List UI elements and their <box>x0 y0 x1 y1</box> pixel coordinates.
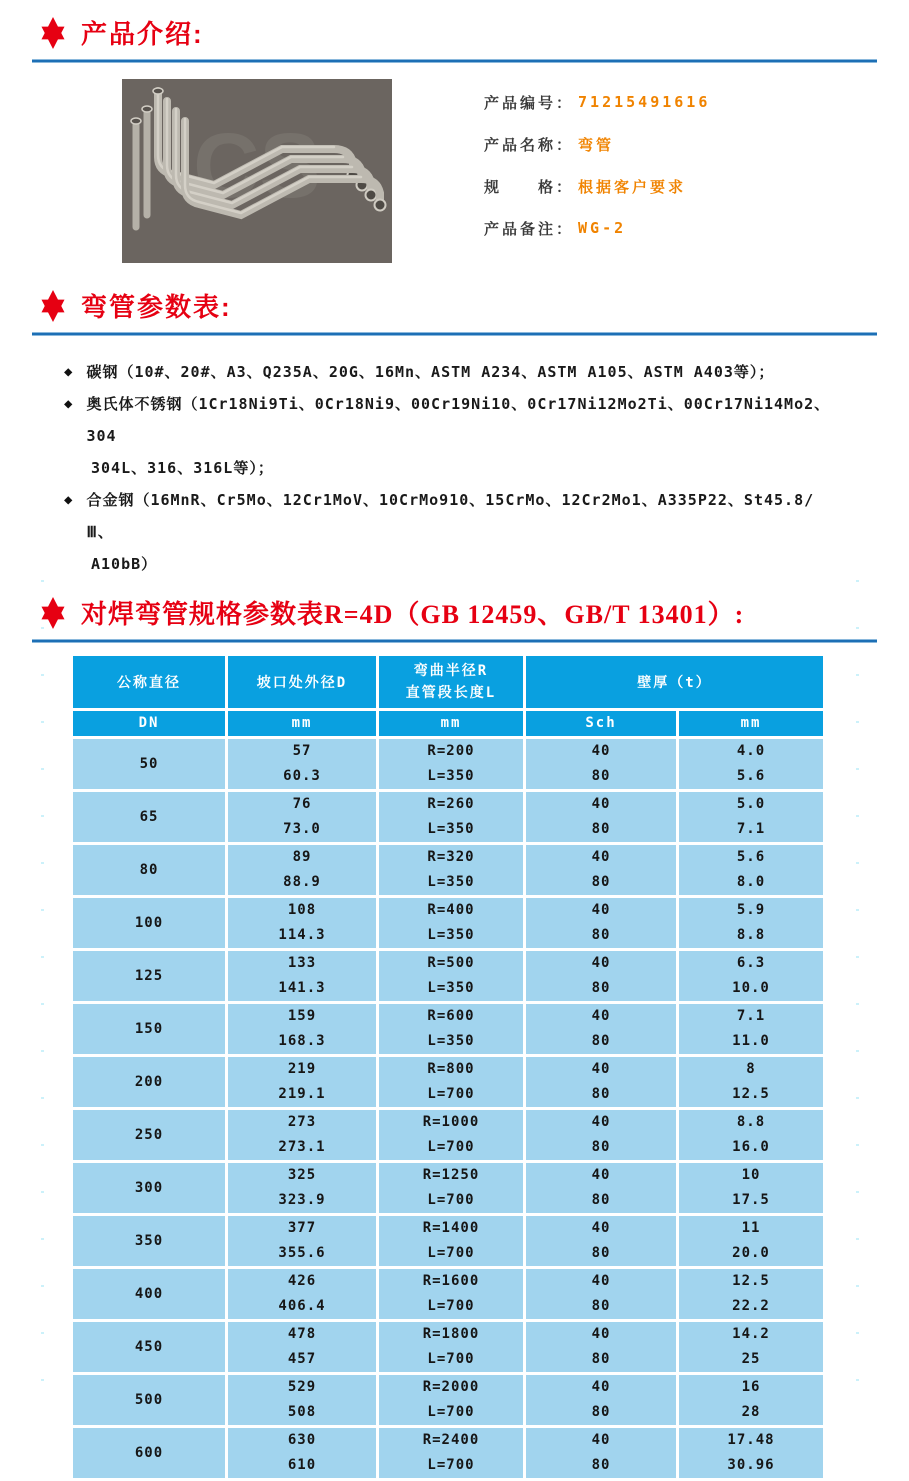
blue-divider <box>32 59 877 63</box>
section-header-intro <box>38 14 909 51</box>
cell-sch: 40 80 <box>526 1428 676 1478</box>
cell-dn: 80 <box>73 845 225 895</box>
cell-rl: R=1400 L=700 <box>379 1216 523 1266</box>
spec-table-row <box>73 739 823 789</box>
material-item-line <box>64 356 839 388</box>
header-outer-diameter: 坡口处外径D <box>228 656 376 708</box>
field-label: 产品编号： <box>484 93 575 112</box>
cell-dn: 200 <box>73 1057 225 1107</box>
cell-rl: R=2400 L=700 <box>379 1428 523 1478</box>
cell-wt: 8.8 16.0 <box>679 1110 823 1160</box>
material-item-line <box>64 548 839 580</box>
field-value: 根据客户要求 <box>578 177 687 196</box>
unit-rl-mm: mm <box>379 711 523 736</box>
field-product-name <box>484 123 710 165</box>
unit-dn: DN <box>73 711 225 736</box>
cell-rl: R=260 L=350 <box>379 792 523 842</box>
cell-sch: 40 80 <box>526 1322 676 1372</box>
field-value: WG-2 <box>578 219 627 237</box>
field-value: 71215491616 <box>578 93 711 111</box>
cell-rl: R=2000 L=700 <box>379 1375 523 1425</box>
cell-dn: 500 <box>73 1375 225 1425</box>
cell-rl: R=500 L=350 <box>379 951 523 1001</box>
unit-wt-mm: mm <box>679 711 823 736</box>
spec-table-row <box>73 845 823 895</box>
cell-rl: R=200 L=350 <box>379 739 523 789</box>
cell-od: 89 88.9 <box>228 845 376 895</box>
cell-wt: 6.3 10.0 <box>679 951 823 1001</box>
cell-sch: 40 80 <box>526 1269 676 1319</box>
cell-wt: 16 28 <box>679 1375 823 1425</box>
cell-rl: R=320 L=350 <box>379 845 523 895</box>
spec-table-row <box>73 1004 823 1054</box>
cell-sch: 40 80 <box>526 898 676 948</box>
cell-rl: R=1600 L=700 <box>379 1269 523 1319</box>
cell-rl: R=400 L=350 <box>379 898 523 948</box>
diamond-bullet-icon: ◆ <box>64 364 74 380</box>
materials-list <box>64 356 839 580</box>
cell-rl: R=600 L=350 <box>379 1004 523 1054</box>
field-value: 弯管 <box>578 135 615 154</box>
cell-od: 57 60.3 <box>228 739 376 789</box>
field-label: 产品名称： <box>484 135 575 154</box>
cell-od: 76 73.0 <box>228 792 376 842</box>
star-icon <box>38 290 68 322</box>
diamond-bullet-icon: ◆ <box>64 492 74 508</box>
cell-sch: 40 80 <box>526 1375 676 1425</box>
spec-table-body <box>73 739 823 1478</box>
bent-pipes-illustration <box>122 79 392 263</box>
product-fields <box>484 79 710 263</box>
header-nominal-diameter: 公称直径 <box>73 656 225 708</box>
cell-rl: R=1800 L=700 <box>379 1322 523 1372</box>
spec-table-row <box>73 1057 823 1107</box>
cell-od: 108 114.3 <box>228 898 376 948</box>
cell-od: 219 219.1 <box>228 1057 376 1107</box>
cell-od: 630 610 <box>228 1428 376 1478</box>
cell-dn: 50 <box>73 739 225 789</box>
blue-divider <box>32 332 877 336</box>
cell-dn: 450 <box>73 1322 225 1372</box>
cell-wt: 14.2 25 <box>679 1322 823 1372</box>
cell-od: 159 168.3 <box>228 1004 376 1054</box>
section-header-params <box>38 287 909 324</box>
spec-table-row <box>73 1269 823 1319</box>
cell-dn: 250 <box>73 1110 225 1160</box>
material-text: A10bB） <box>91 555 158 573</box>
spec-table-row <box>73 1163 823 1213</box>
cell-od: 426 406.4 <box>228 1269 376 1319</box>
material-text: 碳钢（10#、20#、A3、Q235A、20G、16Mn、ASTM A234、ASTM A105、ASTM A403等）； <box>86 363 775 381</box>
product-photo <box>122 79 392 263</box>
cell-od: 529 508 <box>228 1375 376 1425</box>
spec-table-row <box>73 1428 823 1478</box>
material-item-line <box>64 388 839 452</box>
cell-dn: 125 <box>73 951 225 1001</box>
material-item-line <box>64 484 839 548</box>
cell-wt: 12.5 22.2 <box>679 1269 823 1319</box>
blue-divider <box>32 639 877 643</box>
cell-od: 273 273.1 <box>228 1110 376 1160</box>
cell-dn: 100 <box>73 898 225 948</box>
field-product-code <box>484 81 710 123</box>
cell-wt: 4.0 5.6 <box>679 739 823 789</box>
material-text: 304L、316、316L等）； <box>91 459 274 477</box>
field-label: 规 格： <box>484 177 575 196</box>
cell-sch: 40 80 <box>526 845 676 895</box>
section-header-spec <box>38 594 909 631</box>
unit-od-mm: mm <box>228 711 376 736</box>
photo-watermark: CS <box>193 115 321 217</box>
cell-wt: 5.6 8.0 <box>679 845 823 895</box>
header-radius-length <box>379 656 523 708</box>
spec-table-row <box>73 951 823 1001</box>
spec-table-row <box>73 1322 823 1372</box>
field-remark <box>484 207 710 249</box>
cell-sch: 40 80 <box>526 1216 676 1266</box>
spec-table-row <box>73 1216 823 1266</box>
product-intro-block <box>122 79 909 263</box>
material-text: 奥氏体不锈钢（1Cr18Ni9Ti、0Cr18Ni9、00Cr19Ni10、0Cr17Ni12Mo2Ti、00Cr17Ni14Mo2、304 <box>86 395 831 445</box>
cell-od: 133 141.3 <box>228 951 376 1001</box>
star-icon <box>38 17 68 49</box>
field-spec <box>484 165 710 207</box>
cell-sch: 40 80 <box>526 1004 676 1054</box>
cell-sch: 40 80 <box>526 792 676 842</box>
section-title: 弯管参数表: <box>81 292 232 322</box>
cell-wt: 11 20.0 <box>679 1216 823 1266</box>
cell-wt: 17.48 30.96 <box>679 1428 823 1478</box>
cell-rl: R=1000 L=700 <box>379 1110 523 1160</box>
spec-table-row <box>73 792 823 842</box>
cell-sch: 40 80 <box>526 1163 676 1213</box>
cell-dn: 350 <box>73 1216 225 1266</box>
header-wall-thickness: 壁厚（t） <box>526 656 823 708</box>
spec-table <box>70 653 826 1481</box>
spec-table-head <box>73 656 823 736</box>
cell-od: 478 457 <box>228 1322 376 1372</box>
cell-dn: 600 <box>73 1428 225 1478</box>
field-label: 产品备注： <box>484 219 575 238</box>
section-title: 产品介绍: <box>81 19 204 49</box>
cell-sch: 40 80 <box>526 951 676 1001</box>
star-icon <box>38 597 68 629</box>
cell-wt: 5.9 8.8 <box>679 898 823 948</box>
unit-sch: Sch <box>526 711 676 736</box>
material-item-line <box>64 452 839 484</box>
spec-table-row <box>73 898 823 948</box>
spec-table-row <box>73 1110 823 1160</box>
cell-dn: 400 <box>73 1269 225 1319</box>
cell-sch: 40 80 <box>526 1057 676 1107</box>
header-straight-length: 直管段长度L <box>405 685 497 701</box>
cell-od: 377 355.6 <box>228 1216 376 1266</box>
cell-dn: 300 <box>73 1163 225 1213</box>
watermark-dots-left <box>41 580 44 1392</box>
spec-table-row <box>73 1375 823 1425</box>
header-bend-radius: 弯曲半径R <box>413 663 489 679</box>
cell-rl: R=800 L=700 <box>379 1057 523 1107</box>
diamond-bullet-icon: ◆ <box>64 396 74 412</box>
material-text: 合金钢（16MnR、Cr5Mo、12Cr1MoV、10CrMo910、15CrMo、12Cr2Mo1、A335P22、St45.8/Ⅲ、 <box>86 491 815 541</box>
cell-wt: 8 12.5 <box>679 1057 823 1107</box>
cell-wt: 5.0 7.1 <box>679 792 823 842</box>
cell-od: 325 323.9 <box>228 1163 376 1213</box>
section-title: 对焊弯管规格参数表R=4D（GB 12459、GB/T 13401）: <box>81 600 745 629</box>
watermark-dots-right <box>856 580 859 1392</box>
cell-sch: 40 80 <box>526 739 676 789</box>
cell-dn: 65 <box>73 792 225 842</box>
cell-wt: 10 17.5 <box>679 1163 823 1213</box>
cell-rl: R=1250 L=700 <box>379 1163 523 1213</box>
cell-dn: 150 <box>73 1004 225 1054</box>
cell-wt: 7.1 11.0 <box>679 1004 823 1054</box>
cell-sch: 40 80 <box>526 1110 676 1160</box>
